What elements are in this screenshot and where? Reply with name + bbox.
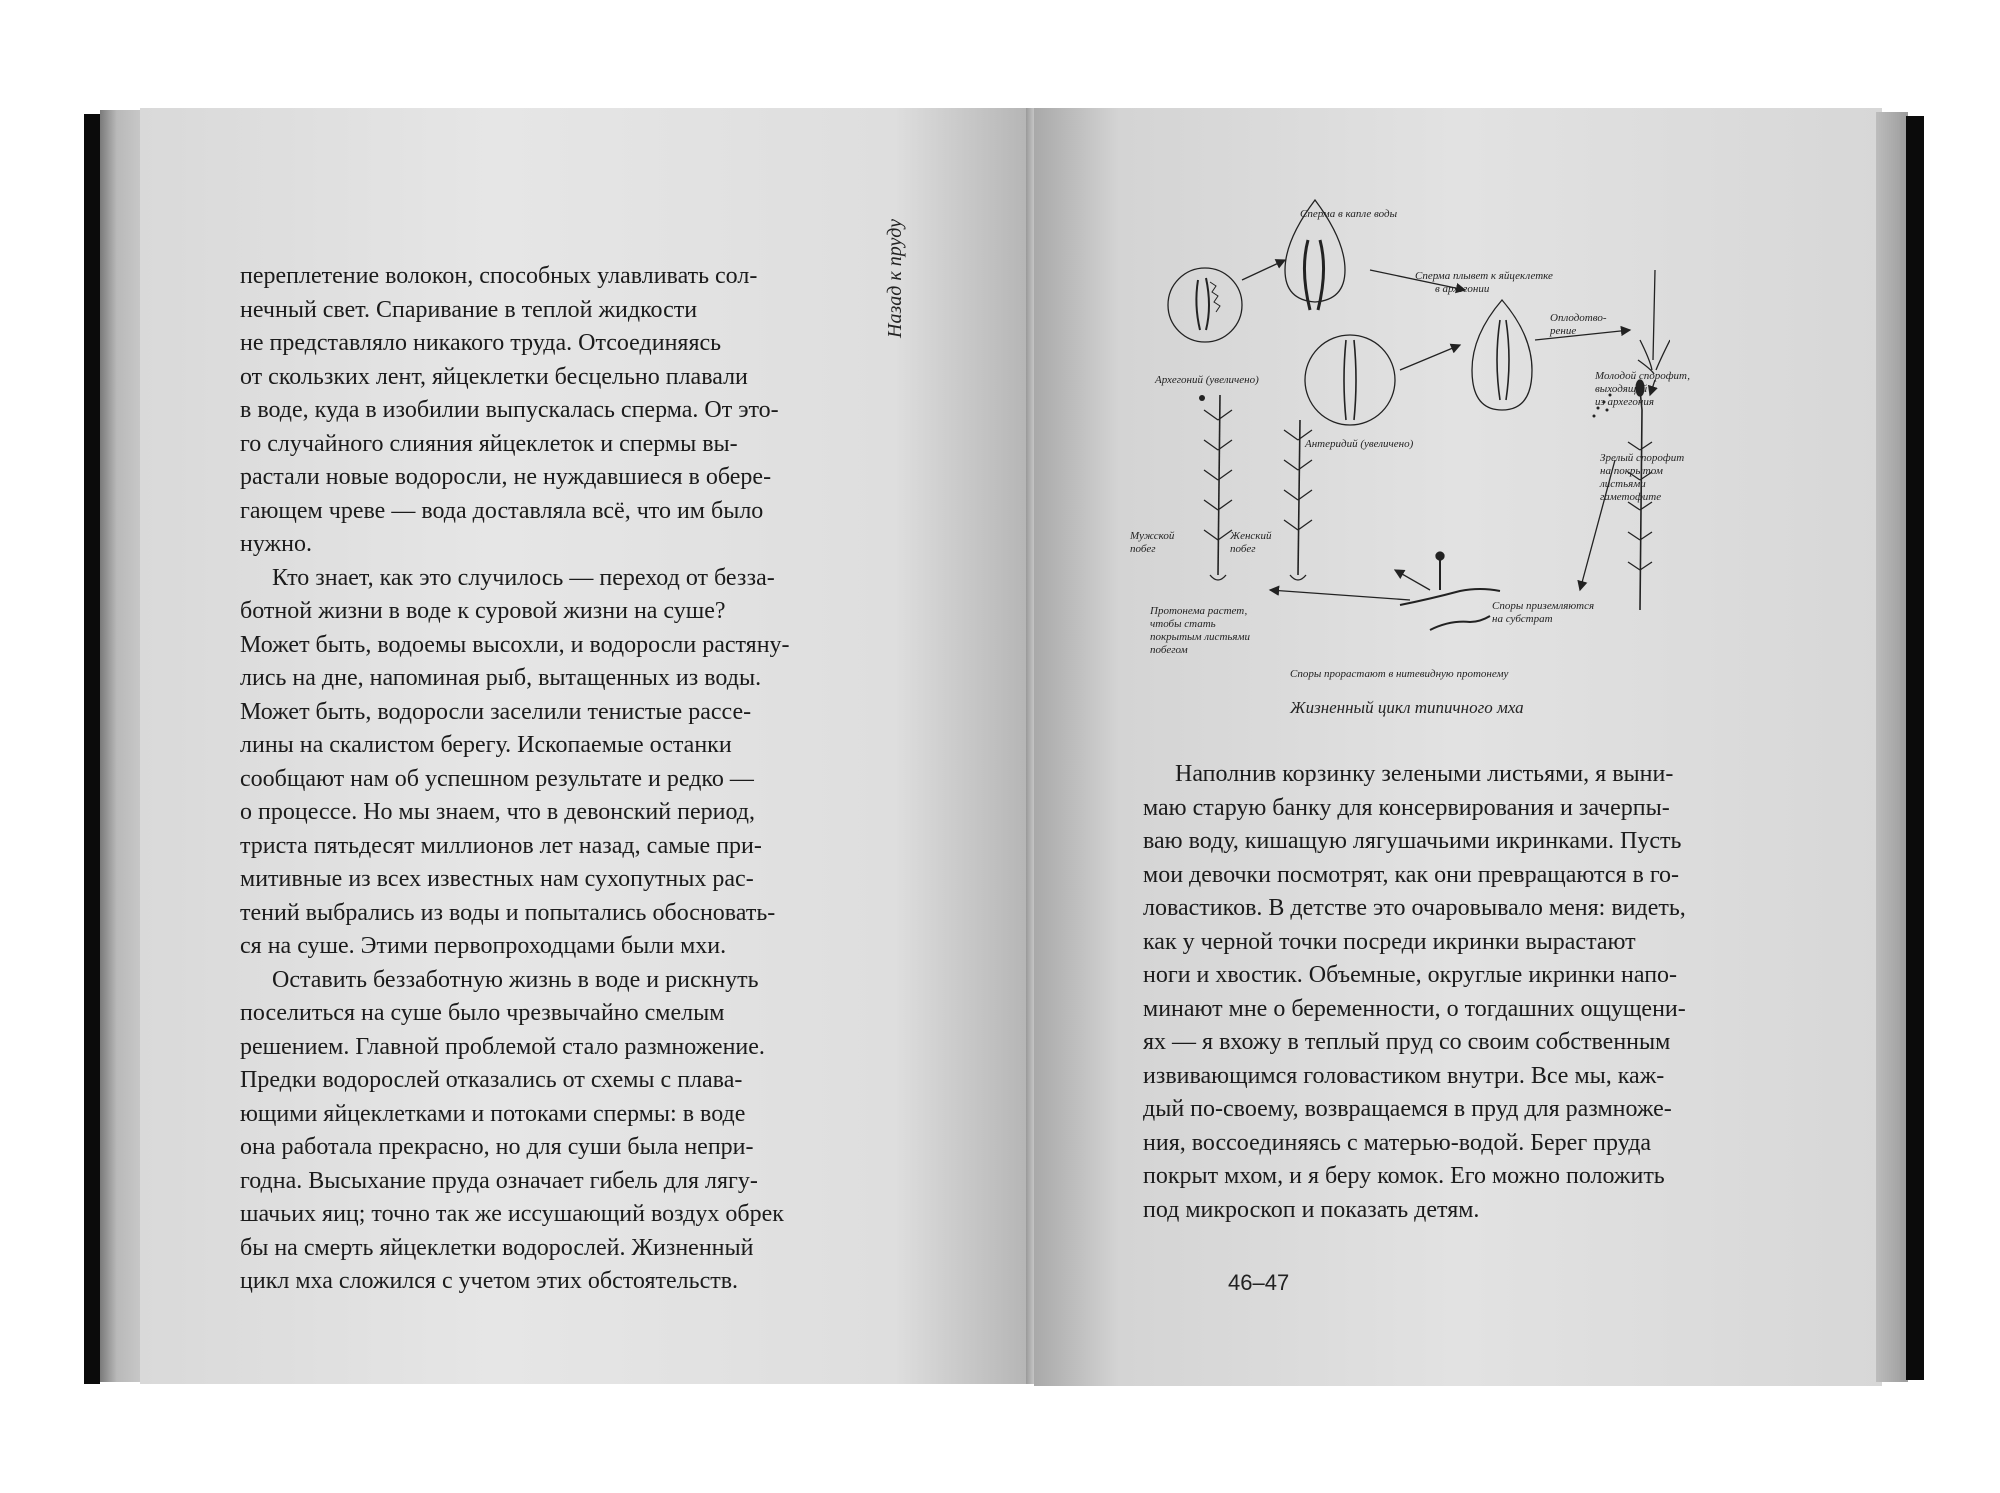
label-female-shoot [1230,530,1271,556]
text-line: поселиться на суше было чрезвычайно смелым [240,1000,725,1026]
label-line: Оплодотво- [1550,312,1607,324]
text-line: Может быть, водоемы высохли, и водоросли растяну- [240,631,790,658]
text-line: она работала прекрасно, но для суши была непри- [240,1134,754,1160]
label-male-shoot [1130,530,1174,556]
text-line: ловастиков. В детстве это очаровывало меня: видеть, [1143,895,1686,921]
label-line: Женский [1230,530,1272,542]
label-line: гаметофите [1600,491,1662,503]
left-page-text [240,260,840,1299]
moss-life-cycle-figure [1110,190,1690,690]
label-mature-sporophyte [1600,452,1684,504]
label-line: покрытым листьями [1150,631,1251,643]
egg-drop [1472,300,1532,410]
text-line: го случайного слияния яйцеклеток и спермы вы- [240,430,738,457]
text-line: ях — я вхожу в теплый пруд со своим собственным [1143,1029,1671,1055]
text-line: как у черной точки посреди икринки вырастают [1143,928,1636,955]
text-line: переплетение волокон, способных улавливать сол- [240,263,758,289]
label-spores-land [1492,600,1594,626]
label-line: побег [1130,543,1156,555]
label-line: чтобы стать [1150,618,1216,630]
label-protonema-grows [1150,605,1250,657]
text-line: в воде, куда в изобилии выпускалась сперма. От это- [240,397,779,423]
text-line: шачьих яиц; точно так же иссушающий воздух обрек [240,1201,784,1227]
label-fertilization [1550,312,1607,338]
text-line: бы на смерть яйцеклетки водорослей. Жизненный [240,1234,754,1261]
text-line: маю старую банку для консервирования и зачерпы- [1143,794,1670,821]
label-line: Зрелый спорофит [1600,452,1685,464]
text-line: лись на дне, напоминая рыб, вытащенных из воды. [240,665,762,691]
text-line: ноги и хвостик. Объемные, округлые икринки напо- [1143,962,1678,988]
label-archegonium: Архегоний (увеличено) [1155,374,1259,386]
right-cover-edge [1906,116,1924,1380]
text-line: Наполнив корзинку зелеными листьями, я выни- [1175,761,1674,787]
label-line: выходящий [1595,383,1648,395]
text-line: о процессе. Но мы знаем, что в девонский период, [240,799,755,825]
text-line: мои девочки посмотрят, как они превращаются в го- [1143,861,1680,888]
label-line: в архегонии [1435,283,1490,295]
text-line: тений выбрались из воды и попытались обосновать- [240,899,776,926]
text-line: митивные из всех известных нам сухопутных рас- [240,866,754,892]
text-line: лины на скалистом берегу. Ископаемые останки [240,732,732,758]
text-line: сообщают нам об успешном результате и редко — [240,765,754,792]
archegonium-circle [1168,268,1242,342]
text-line: годна. Высыхание пруда означает гибель для лягу- [240,1167,758,1194]
text-line: под микроскоп и показать детям. [1143,1196,1480,1223]
label-line: побег [1230,543,1256,555]
right-page-stack [1876,112,1908,1382]
label-young-sporophyte [1595,370,1690,409]
label-line: Протонема растет, [1150,605,1248,617]
figure-caption: Жизненный цикл типичного мха [1290,698,1524,717]
left-cover-edge [84,114,100,1384]
right-page-text [1143,758,1743,1227]
text-line: триста пятьдесят миллионов лет назад, самые при- [240,832,762,859]
left-page-stack [100,110,142,1382]
label-spores-germinate: Споры прорастают в нитевидную протонему [1290,668,1509,680]
text-line: Кто знает, как это случилось — переход от безза- [272,564,775,591]
label-line: Споры приземляются [1492,600,1595,612]
text-line: минают мне о беременности, о тогдашних ощущени- [1143,995,1686,1022]
text-line: нечный свет. Спаривание в теплой жидкости [240,296,698,323]
label-antheridium: Антеридий (увеличено) [1305,438,1414,450]
label-line: Молодой спорофит, [1595,370,1690,382]
text-line: растали новые водоросли, не нуждавшиеся в обере- [240,464,772,490]
text-line: решением. Главной проблемой стало размножение. [240,1033,765,1060]
label-sperm-drop: Сперма в капле воды [1300,208,1398,220]
text-line: покрыт мхом, и я беру комок. Его можно положить [1143,1163,1665,1189]
text-line: извивающимся головастиком внутри. Все мы, каж- [1143,1062,1665,1089]
text-line: дый по-своему, возвращаемся в пруд для размноже- [1143,1096,1672,1122]
text-line: нужно. [240,531,312,557]
label-line: Мужской [1130,530,1175,542]
antheridium-circle [1305,335,1395,425]
label-line: из архегония [1595,396,1654,408]
text-line: не представляло никакого труда. Отсоединяясь [240,330,722,356]
text-line: ботной жизни в воде к суровой жизни на суше? [240,598,726,624]
label-line: на субстрат [1492,613,1553,625]
text-line: гающем чреве — вода доставляла всё, что им было [240,497,764,524]
text-line: ся на суше. Этими первопроходцами были мхи. [240,933,727,959]
text-line: ваю воду, кишащую лягушачьими икринками. Пусть [1143,828,1682,854]
page-numbers: 46–47 [1228,1270,1290,1295]
text-line: ющими яйцеклетками и потоками спермы: в воде [240,1100,746,1127]
text-line: Предки водорослей отказались от схемы с плава- [240,1067,743,1093]
text-line: цикл мха сложился с учетом этих обстоятельств. [240,1268,739,1294]
text-line: Может быть, водоросли заселили тенистые рассе- [240,698,752,725]
label-line: листьями [1600,478,1646,490]
label-sperm-swims [1415,270,1553,296]
text-line: ния, воссоединяясь с матерью-водой. Берег пруда [1143,1129,1652,1156]
text-line: Оставить беззаботную жизнь в воде и рискнуть [272,966,759,993]
label-line: побегом [1150,644,1188,656]
label-line: на покрытом [1600,465,1663,477]
running-head: Назад к пруду [884,218,906,338]
text-line: от скользких лент, яйцеклетки бесцельно плавали [240,363,748,390]
label-line: Сперма плывет к яйцеклетке [1415,270,1553,282]
label-line: рение [1550,325,1577,337]
